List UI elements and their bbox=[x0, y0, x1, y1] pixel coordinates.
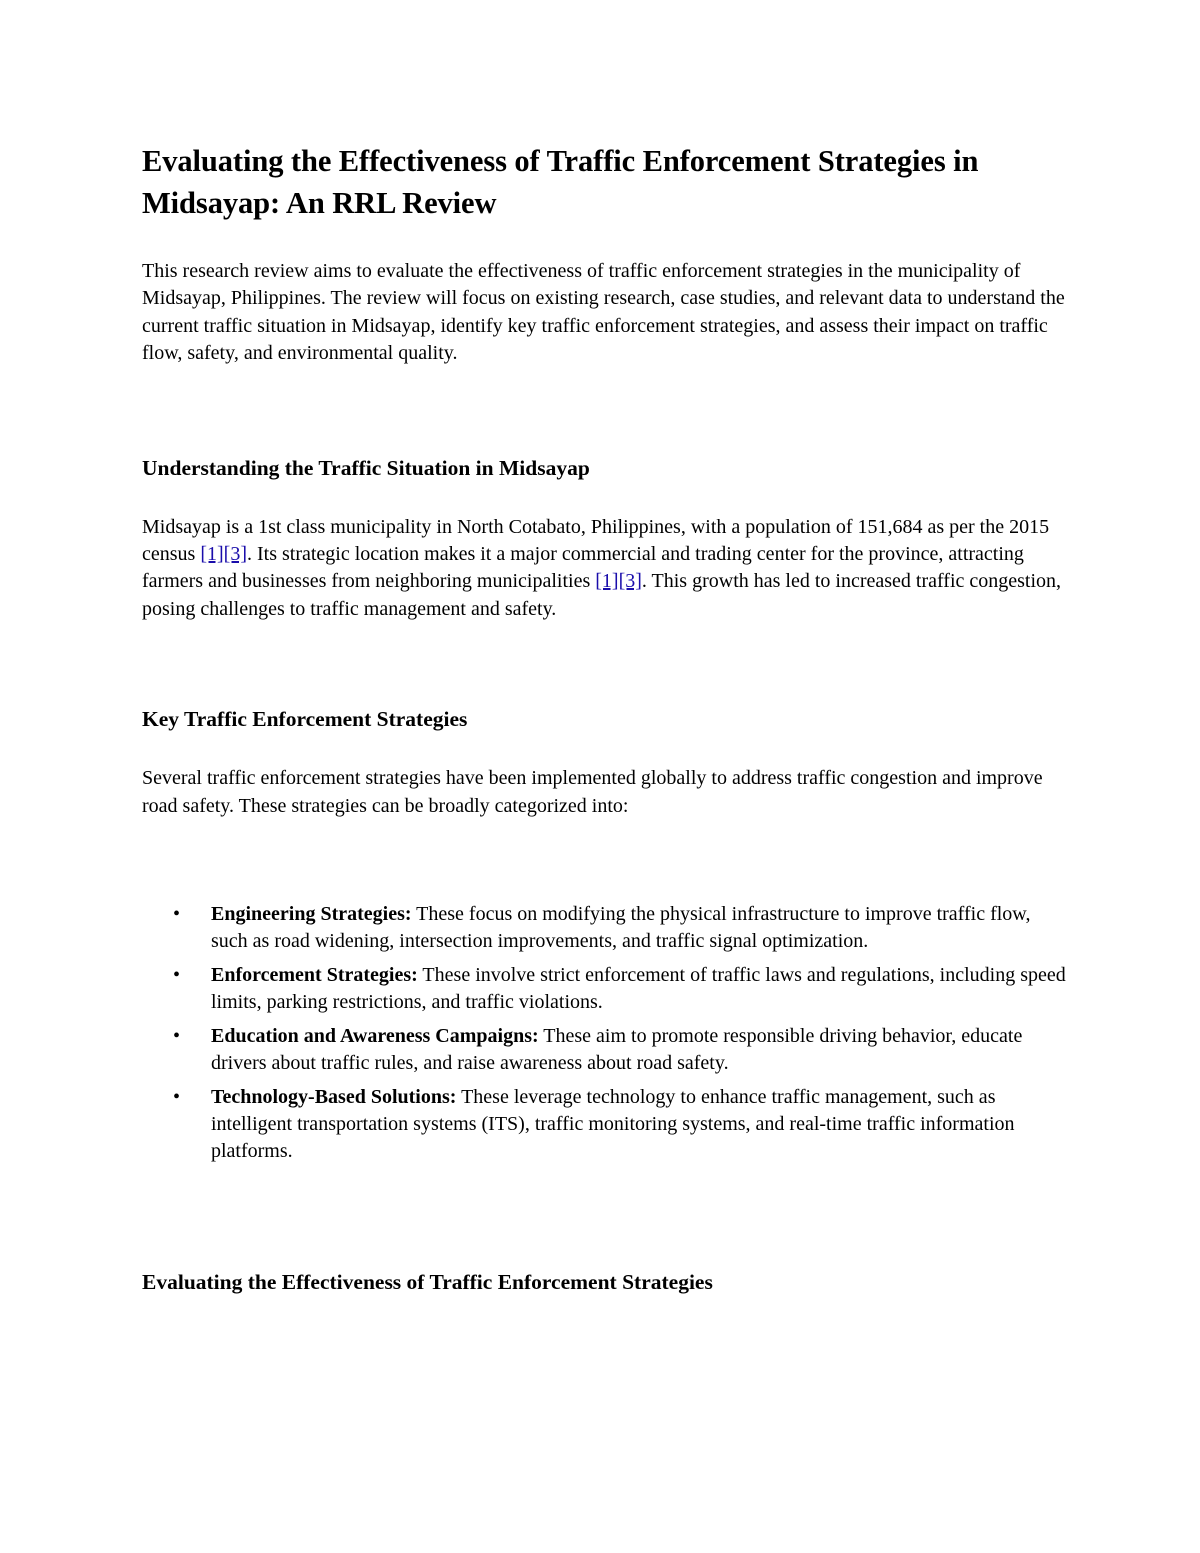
document-page bbox=[142, 140, 1067, 1296]
paragraph-text: . This growth has led to increased traffic congestion, posing challenges to traffic management and safety. bbox=[142, 570, 1062, 620]
list-item-text: These aim to promote responsible driving behavior, educate drivers about traffic rules, and raise awareness about road safety. bbox=[211, 1024, 1023, 1075]
bullet-icon: • bbox=[173, 963, 181, 986]
document-title: Evaluating the Effectiveness of Traffic Enforcement Strategies in Midsayap: An RRL Review bbox=[142, 144, 979, 220]
paragraph-text: Midsayap is a 1st class municipality in North Cotabato, Philippines, with a population of 151,684 as per the 2015 census bbox=[142, 515, 1050, 566]
citation-link-1[interactable]: [1] bbox=[595, 570, 619, 593]
bullet-icon: • bbox=[173, 903, 181, 926]
list-item bbox=[142, 1084, 1067, 1166]
key-strategies-intro: Several traffic enforcement strategies have been implemented globally to address traffic congestion and improve road safety. These strategies can be broadly categorized into: bbox=[142, 767, 1043, 817]
citation-link-3[interactable]: [3] bbox=[223, 543, 247, 566]
strategy-list bbox=[142, 901, 1067, 1166]
intro-paragraph: This research review aims to evaluate the effectiveness of traffic enforcement strategies in the municipality of Midsayap, Philippines. The review will focus on existing research, case studies, and relevant data to understand the current traffic situation in Midsayap, identify key traffic enforcement strategies, and assess their impact on traffic flow, safety, and environmental quality. bbox=[142, 260, 1065, 365]
paragraph-text: . Its strategic location makes it a major commercial and trading center for the province, attracting farmers and businesses from neighboring municipalities bbox=[142, 543, 1024, 593]
bullet-icon: • bbox=[173, 1024, 181, 1047]
section-heading-traffic-situation: Understanding the Traffic Situation in Midsayap bbox=[142, 455, 590, 480]
list-item-term: Enforcement Strategies: bbox=[211, 963, 418, 986]
traffic-situation-paragraph bbox=[142, 514, 1067, 624]
list-item-term: Education and Awareness Campaigns: bbox=[211, 1024, 539, 1047]
list-item-text: These focus on modifying the physical infrastructure to improve traffic flow, such as road widening, intersection improvements, and traffic signal optimization. bbox=[211, 903, 1031, 953]
bullet-icon: • bbox=[173, 1085, 181, 1108]
list-item-text: These leverage technology to enhance traffic management, such as intelligent transportation systems (ITS), traffic monitoring systems, and real-time traffic information platforms. bbox=[211, 1085, 1015, 1163]
section-heading-evaluating-effectiveness: Evaluating the Effectiveness of Traffic Enforcement Strategies bbox=[142, 1269, 713, 1294]
section-heading-key-strategies: Key Traffic Enforcement Strategies bbox=[142, 707, 468, 732]
list-item bbox=[142, 901, 1067, 956]
list-item bbox=[142, 962, 1067, 1017]
list-item-term: Technology-Based Solutions: bbox=[211, 1085, 457, 1108]
list-item-term: Engineering Strategies: bbox=[211, 903, 412, 926]
citation-link-1[interactable]: [1] bbox=[200, 543, 224, 566]
citation-link-3[interactable]: [3] bbox=[618, 570, 642, 593]
list-item-text: These involve strict enforcement of traffic laws and regulations, including speed limits, parking restrictions, and traffic violations. bbox=[211, 963, 1066, 1014]
list-item bbox=[142, 1023, 1067, 1078]
